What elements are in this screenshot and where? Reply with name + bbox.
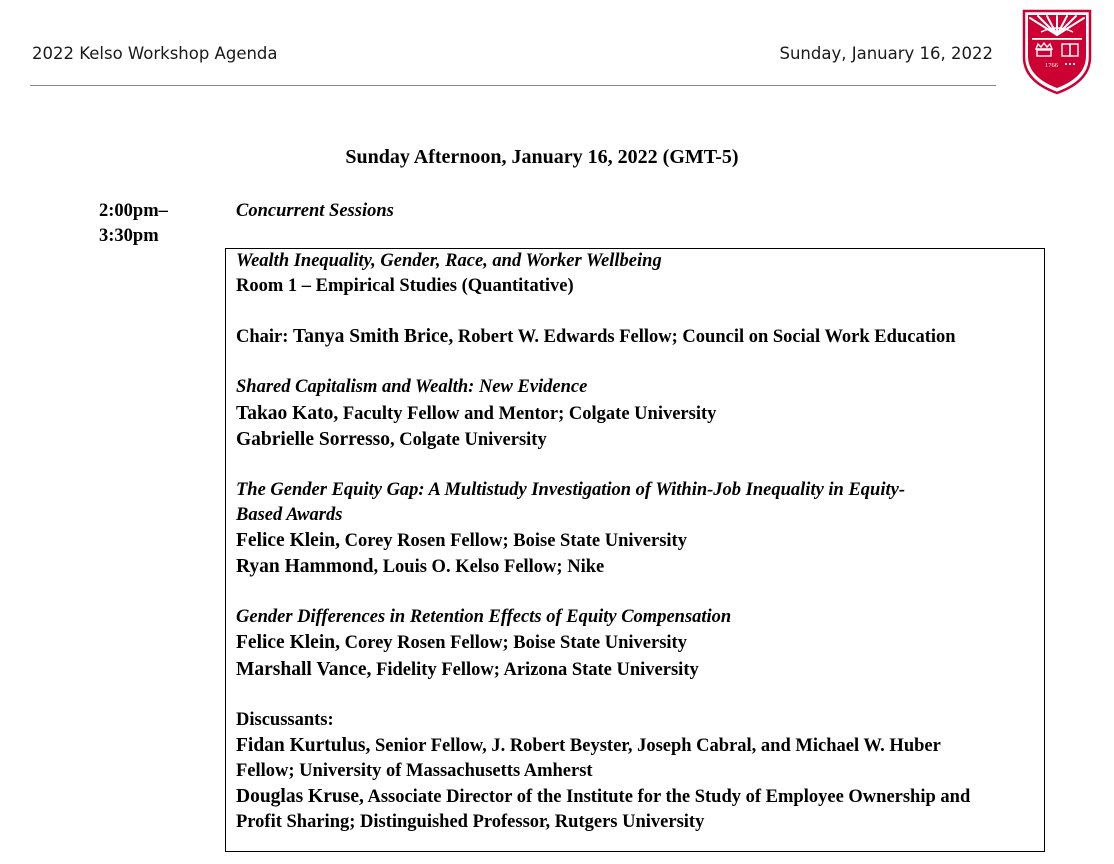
- author-name: Gabrielle Sorresso: [236, 428, 390, 450]
- time-end: 3:30pm: [99, 226, 159, 246]
- author-affiliation: Corey Rosen Fellow; Boise State University: [339, 633, 687, 654]
- discussants-label: Discussants:: [236, 709, 334, 730]
- discussant-affiliation: Senior Fellow, J. Robert Beyster, Joseph Cabral, and Michael W. Huber: [370, 735, 941, 756]
- paper-title: Gender Differences in Retention Effects of Equity Compensation: [236, 607, 732, 628]
- chair-line: [236, 324, 1041, 350]
- author-line: [236, 427, 1041, 453]
- chair-name: Tanya Smith Brice,: [293, 326, 454, 348]
- author-name: Ryan Hammond: [236, 556, 374, 578]
- session-time: [99, 199, 168, 249]
- logo-year: 1766: [1045, 62, 1058, 69]
- author-line: [236, 401, 1041, 427]
- author-name: Marshall Vance,: [236, 658, 372, 680]
- session-room: Room 1 – Empirical Studies (Quantitative): [236, 276, 574, 297]
- discussant-affiliation: Associate Director of the Institute for the Study of Employee Ownership and: [363, 786, 971, 807]
- concurrent-sessions-label: Concurrent Sessions: [236, 201, 394, 221]
- author-name: Felice Klein,: [236, 632, 340, 654]
- author-affiliation: Fidelity Fellow; Arizona State University: [371, 659, 699, 680]
- day-title: Sunday Afternoon, January 16, 2022 (GMT-5): [345, 146, 739, 168]
- author-affiliation: , Louis O. Kelso Fellow; Nike: [373, 557, 605, 578]
- time-start: 2:00pm–: [99, 201, 168, 221]
- discussant-line: [236, 733, 1041, 784]
- discussant-name: Fidan Kurtulus,: [236, 734, 371, 756]
- paper-title: Shared Capitalism and Wealth: New Evidence: [236, 377, 588, 398]
- discussant-name: Douglas Kruse,: [236, 785, 364, 807]
- session-content: [236, 249, 1041, 835]
- author-line: [236, 657, 1041, 683]
- paper-title-line: The Gender Equity Gap: A Multistudy Investigation of Within-Job Inequality in Equity-: [236, 479, 905, 500]
- chair-label: Chair:: [236, 327, 294, 348]
- session-title: Wealth Inequality, Gender, Race, and Worker Wellbeing: [236, 251, 662, 271]
- author-name: Felice Klein,: [236, 530, 340, 552]
- header-title: 2022 Kelso Workshop Agenda: [32, 44, 278, 63]
- author-affiliation: Faculty Fellow and Mentor; Colgate University: [338, 403, 717, 424]
- author-affiliation: , Colgate University: [390, 429, 547, 450]
- chair-affiliation: Robert W. Edwards Fellow; Council on Social Work Education: [453, 327, 956, 348]
- discussant-affiliation: Fellow; University of Massachusetts Amherst: [236, 760, 593, 781]
- author-line: [236, 554, 1041, 580]
- header-date: Sunday, January 16, 2022: [779, 44, 993, 63]
- author-name: Takao Kato,: [236, 402, 339, 424]
- author-line: [236, 630, 1041, 656]
- header-divider: [30, 85, 996, 86]
- author-affiliation: Corey Rosen Fellow; Boise State University: [339, 531, 687, 552]
- author-line: [236, 528, 1041, 554]
- discussant-affiliation: Profit Sharing; Distinguished Professor, Rutgers University: [236, 812, 705, 833]
- rutgers-shield-icon: [1022, 9, 1092, 95]
- discussant-line: [236, 784, 1041, 835]
- paper-title: [236, 478, 1041, 528]
- paper-title-line: Based Awards: [236, 504, 343, 525]
